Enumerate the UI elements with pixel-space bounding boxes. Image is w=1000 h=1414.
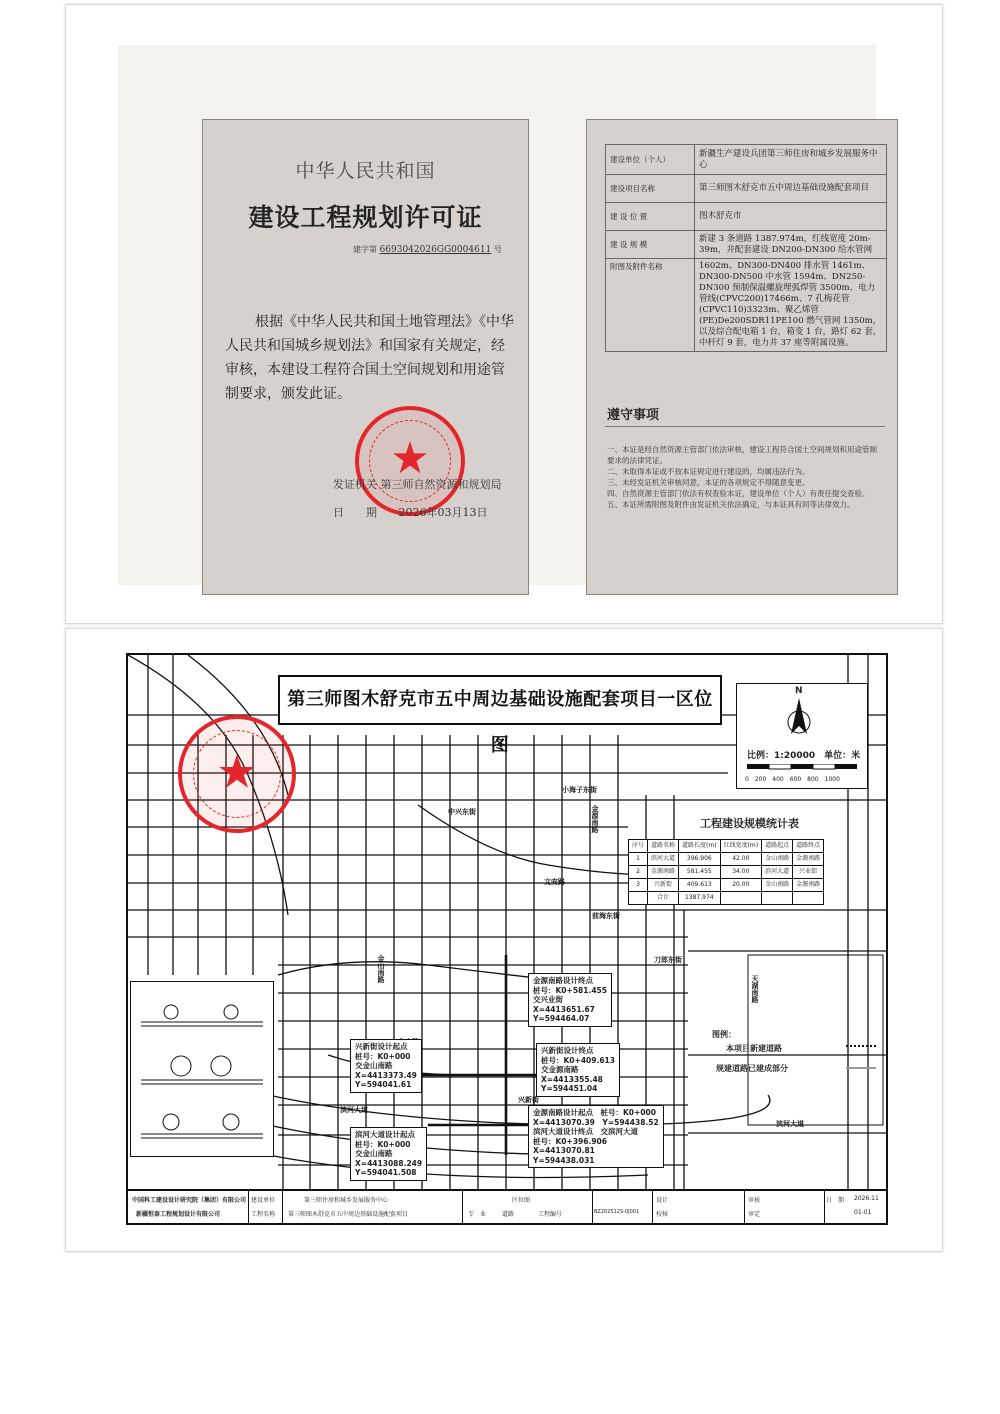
certificate-sheet (65, 4, 943, 624)
statistics-cell: 409.613 (679, 879, 721, 892)
callout-xingxin-end: 兴新街设计终点 桩号：K0+409.613 交金源南路 X=4413355.48 Y=594451.04 (536, 1043, 620, 1097)
statistics-cell: 兴业街 (793, 866, 824, 879)
details-row (606, 145, 887, 175)
callout-xingxin-start: 兴新街设计起点 桩号：K0+000 交金山南路 X=4413373.49 Y=594041.61 (350, 1039, 422, 1093)
statistics-header: 道路起点 (762, 840, 793, 853)
scale-ticks: 0 200 400 600 800 1000 (745, 776, 840, 783)
statistics-table (628, 839, 824, 905)
statistics-cell (629, 892, 648, 905)
tb-owner: 第三师住房和城乡发展服务中心 (304, 1197, 389, 1204)
details-value: 第三师图木舒克市五中周边基础设施配套项目 (695, 175, 887, 203)
notice-item: 二、未取得本证或不按本证规定进行建设的，均属违法行为。 (607, 467, 810, 476)
details-row (606, 231, 887, 259)
statistics-cell: 2 (629, 866, 648, 879)
statistics-row (629, 853, 824, 866)
street-label: 刀郎东街 (654, 956, 682, 964)
tb-company-1: 中国科工建设设计研究院（集团）有限公司 (132, 1197, 247, 1204)
tb-design (652, 1191, 745, 1223)
details-row (606, 203, 887, 231)
statistics-cell: 20.00 (720, 879, 762, 892)
statistics-header-row (629, 840, 824, 853)
details-row (606, 175, 887, 203)
notice-item: 一、本证是经自然资源主管部门依法审核，建设工程符合国土空间规划和用途管制要求的法律凭证。 (607, 445, 877, 465)
street-label: 滨河大道 (340, 1106, 368, 1114)
statistics-cell: 3 (629, 879, 648, 892)
certificate-scan (118, 45, 882, 585)
statistics-header: 道路名称 (648, 840, 679, 853)
tb-number-label: 工程编号 (538, 1211, 563, 1218)
statistics-cell: 滨河大道 (648, 853, 679, 866)
statistics-header: 道路长度(m) (679, 840, 721, 853)
tb-review (744, 1191, 825, 1223)
legend-existing-road-swatch (846, 1067, 876, 1069)
tb-major-label: 专 业 (468, 1211, 487, 1218)
issue-date-value: 2026年03月13日 (398, 506, 488, 519)
tb-company (128, 1191, 249, 1223)
tb-drawing (462, 1191, 593, 1223)
statistics-cell: 42.00 (720, 853, 762, 866)
issue-date-label: 日 期 (333, 506, 377, 519)
tb-date (824, 1191, 886, 1223)
map-official-seal (178, 715, 296, 833)
street-label: 滨河大道 (776, 1120, 804, 1128)
callout-jinyuan-start: 金源南路设计起点 桩号：K0+000 X=4413070.39 Y=594438.52 滨河大道设计终点 交滨河大道 桩号：K0+396.906 X=4413070.81 Y=594438.031 (528, 1105, 664, 1168)
statistics-total-row (629, 892, 824, 905)
notice-item: 四、自然资源主管部门依法有权查验本证，建设单位（个人）有责任提交查验。 (607, 489, 870, 498)
statistics-cell: 1 (629, 853, 648, 866)
statistics-cell: 金源南路 (793, 879, 824, 892)
legend-new-road-swatch (846, 1045, 876, 1047)
location-map-sheet (65, 628, 943, 1252)
tb-review-label: 审核 (748, 1197, 761, 1204)
details-value: 1602m、DN300-DN400 排水管 1461m、DN300-DN500 中水管 1594m、DN250-DN300 预制保温螺旋埋弧焊管 3500m、电力管线(CPVC200)17466m、7 孔梅花管(CPVC110)3323m、聚乙烯管(PE)De200SDR11PE100 燃气管网 1350m，以及综合配电箱 1 台，箱变 1 台，路灯 62 套，中杆灯 9 套，电力井 37 座等附属设施。 (695, 259, 887, 352)
tb-design-label: 设计 (656, 1197, 669, 1204)
certificate-body: 根据《中华人民共和国土地管理法》《中华人民共和国城乡规划法》和国家有关规定，经审核，本建设工程符合国土空间规划和用途管制要求，颁发此证。 (225, 314, 514, 402)
street-label: 天湖南路 (751, 975, 759, 1003)
callout-binhe-start: 滨河大道设计起点 桩号：K0+000 交金山南路 X=4413088.249 Y=594041.508 (350, 1127, 427, 1181)
official-seal (355, 406, 465, 516)
statistics-cell: 581.455 (679, 866, 721, 879)
details-value: 图木舒克市 (695, 203, 887, 231)
certificate-left-page (202, 119, 529, 595)
tb-project-label: 工程名称 (251, 1211, 276, 1218)
scale-text: 比例：1:20000 单位：米 (747, 751, 861, 761)
street-label: 中兴东街 (448, 808, 476, 816)
street-label: 文安路 (544, 878, 565, 886)
certificate-number (353, 244, 502, 255)
details-label: 附图及附件名称 (606, 259, 695, 352)
scale-bar (747, 764, 857, 770)
tb-drawing-name: 区位图 (512, 1197, 531, 1204)
tb-date-value: 2026.11 (854, 1195, 879, 1202)
certificate-number-suffix: 号 (493, 245, 502, 254)
cross-section-drawings (131, 982, 273, 1156)
details-value: 新建 3 条道路 1387.974m，红线宽度 20m-39m，并配套建设 DN200-DN300 给水管网 (695, 231, 887, 259)
statistics-cell: 34.00 (720, 866, 762, 879)
notice-item: 五、本证所需附图及附件由发证机关依法确定，与本证具有同等法律效力。 (607, 500, 855, 509)
certificate-title: 建设工程规划许可证 (248, 203, 483, 232)
street-label: 小海子东街 (562, 786, 597, 794)
country-name: 中华人民共和国 (295, 160, 436, 182)
statistics-cell: 兴新街 (648, 879, 679, 892)
certificate-right-page (586, 119, 898, 595)
drawing-title-block (128, 1189, 886, 1223)
statistics-header: 道路终点 (793, 840, 824, 853)
details-value: 新疆生产建设兵团第三师住房和城乡发展服务中心 (695, 145, 887, 175)
map-seal-star-icon: ★ (216, 744, 258, 799)
statistics-row (629, 879, 824, 892)
issuer-value: 第三师自然资源和规划局 (380, 478, 502, 491)
notice-title: 遵守事项 (607, 408, 660, 423)
statistics-cell: 合计 (648, 892, 679, 905)
details-label: 建 设 规 模 (606, 231, 695, 259)
tb-approve-label: 审定 (748, 1211, 761, 1218)
map-title: 第三师图木舒克市五中周边基础设施配套项目一区位图 (278, 675, 722, 725)
legend-title: 图例： (712, 1029, 736, 1039)
street-label: 金源南路 (591, 805, 599, 833)
tb-sheet-no: 01-01 (854, 1209, 872, 1216)
statistics-cell (793, 892, 824, 905)
north-arrow-icon (737, 694, 867, 754)
details-row (606, 259, 887, 352)
tb-date-label: 日 期 (826, 1197, 845, 1204)
statistics-cell: 1387.974 (679, 892, 721, 905)
notice-list (607, 444, 883, 510)
legend-new-road-label: 本项目新建道路 (726, 1043, 782, 1053)
callout-jinyuan-end: 金源南路设计终点 桩号：K0+581.455 交兴业街 X=4413651.67 Y=594464.07 (528, 973, 612, 1027)
street-label: 兴新街 (518, 1096, 539, 1104)
statistics-header: 序号 (629, 840, 648, 853)
road-cross-sections (130, 981, 274, 1157)
seal-star-icon: ★ (390, 432, 430, 484)
tb-number-cell (592, 1191, 653, 1223)
statistics-header: 红线宽度(m) (720, 840, 762, 853)
notice-divider (605, 426, 885, 427)
statistics-cell: 396.906 (679, 853, 721, 866)
statistics-row (629, 866, 824, 879)
details-label: 建 设 位 置 (606, 203, 695, 231)
certificate-number-value: 6693042026GG0004611 (379, 245, 492, 255)
notice-item: 三、未经发证机关审核同意，本证的各项规定不得随意变更。 (607, 478, 810, 487)
statistics-cell (720, 892, 762, 905)
north-arrow-box (736, 683, 868, 789)
issuer-label: 发证机关 (333, 478, 377, 491)
details-label: 建设单位（个人） (606, 145, 695, 175)
street-label: 前海东街 (592, 912, 620, 920)
issuing-authority (333, 476, 502, 492)
certificate-number-prefix: 建字第 (353, 245, 377, 254)
statistics-cell: 金山南路 (762, 879, 793, 892)
tb-values (282, 1191, 463, 1223)
legend-existing-road-label: 规建道路已建成部分 (716, 1063, 788, 1073)
issue-date (333, 504, 488, 520)
tb-check-label: 校核 (656, 1211, 669, 1218)
tb-labels (248, 1191, 283, 1223)
statistics-cell: 金山南路 (762, 853, 793, 866)
location-map (126, 653, 888, 1225)
project-details-table (605, 144, 887, 352)
street-label: 金山南路 (377, 955, 385, 983)
statistics-cell: 金源南路 (793, 853, 824, 866)
north-label: N (795, 686, 803, 696)
statistics-cell: 滨河大道 (762, 866, 793, 879)
details-label: 建设项目名称 (606, 175, 695, 203)
tb-owner-label: 建设单位 (251, 1197, 276, 1204)
tb-project: 第三师图木舒克市五中周边基础设施配套项目 (288, 1211, 409, 1218)
tb-number: BZ202512S-0J001 (594, 1209, 640, 1215)
statistics-cell: 金源南路 (648, 866, 679, 879)
tb-company-2: 新疆恒泰工程规划设计有限公司 (136, 1211, 221, 1218)
statistics-cell (762, 892, 793, 905)
statistics-title: 工程建设规模统计表 (700, 817, 799, 830)
tb-major: 道路 (502, 1211, 515, 1218)
